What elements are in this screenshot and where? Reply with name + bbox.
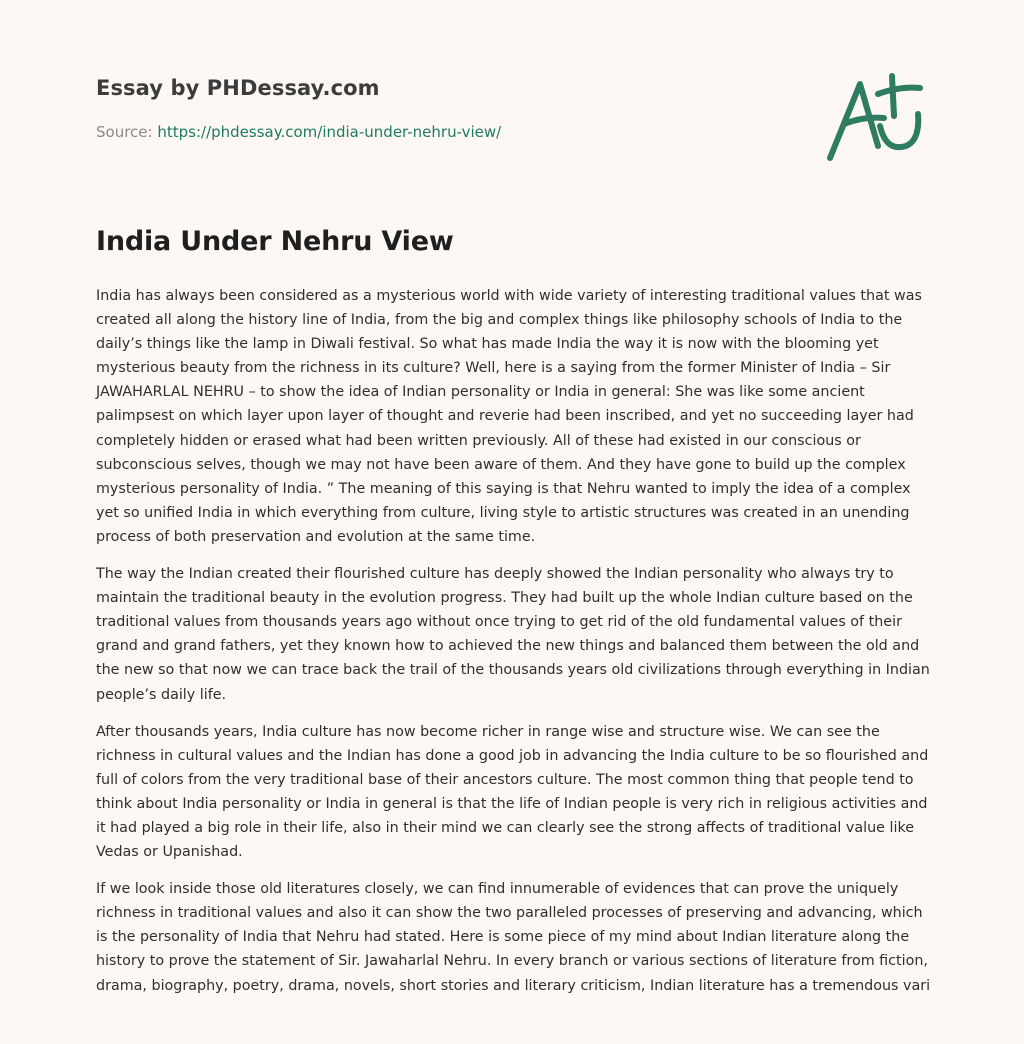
source-line [96, 123, 928, 141]
essay-paragraph: If we look inside those old literatures closely, we can find innumerable of evidences that can prove the uniquely richness in traditional values and also it can show the two paralleled processes of preserving and advancing, which is the personality of India that Nehru had stated. Here is some piece of my mind about Indian literature along the history to prove the statement of Sir. Jawaharlal Nehru. In every branch or various sections of literature from fiction, drama, biography, poetry, drama, novels, short stories and literary criticism, Indian literature has a tremendous vari [96, 881, 931, 994]
essay-title: India Under Nehru View [96, 226, 454, 257]
essay-body [96, 284, 932, 1011]
source-link[interactable]: https://phdessay.com/india-under-nehru-view/ [157, 123, 502, 141]
a-plus-logo-icon [820, 66, 930, 166]
site-brand: Essay by PHDessay.com [96, 76, 380, 100]
essay-paragraph: After thousands years, India culture has now become richer in range wise and structure wise. We can see the richness in cultural values and the Indian has done a good job in advancing the India culture to be so flourished and full of colors from the very traditional base of their ancestors culture. The most common thing that people tend to think about India personality or India in general is that the life of Indian people is very rich in religious activities and it had played a big role in their life, also in their mind we can clearly see the strong affects of traditional value like Vedas or Upanishad. [96, 723, 929, 861]
essay-header [96, 76, 928, 141]
essay-paragraph: The way the Indian created their flourished culture has deeply showed the Indian personality who always try to maintain the traditional beauty in the evolution progress. They had built up the whole Indian culture based on the traditional values from thousands years ago without once trying to get rid of the old fundamental values of their grand and grand fathers, yet they known how to achieved the new things and balanced them between the old and the new so that now we can trace back the trail of the thousands years old civilizations through everything in Indian people’s daily life. [96, 566, 930, 703]
source-label: Source: [96, 123, 153, 141]
essay-paragraph: India has always been considered as a mysterious world with wide variety of interesting traditional values that was created all along the history line of India, from the big and complex things like philosophy schools of India to the daily’s things like the lamp in Diwali festival. So what has made India the way it is now with the blooming yet mysterious beauty from the richness in its culture? Well, here is a saying from the former Minister of India – Sir JAWAHARLAL NEHRU – to show the idea of Indian personality or India in general: She was like some ancient palimpsest on which layer upon layer of thought and reverie had been inscribed, and yet no succeeding layer had completely hidden or erased what had been written previously. All of these had existed in our conscious or subconscious selves, though we may not have been aware of them. And they have gone to build up the complex mysterious personality of India. ” The meaning of this saying is that Nehru wanted to imply the idea of a complex yet so unified India in which everything from culture, living style to artistic structures was created in an unending process of both preservation and evolution at the same time. [96, 288, 922, 545]
